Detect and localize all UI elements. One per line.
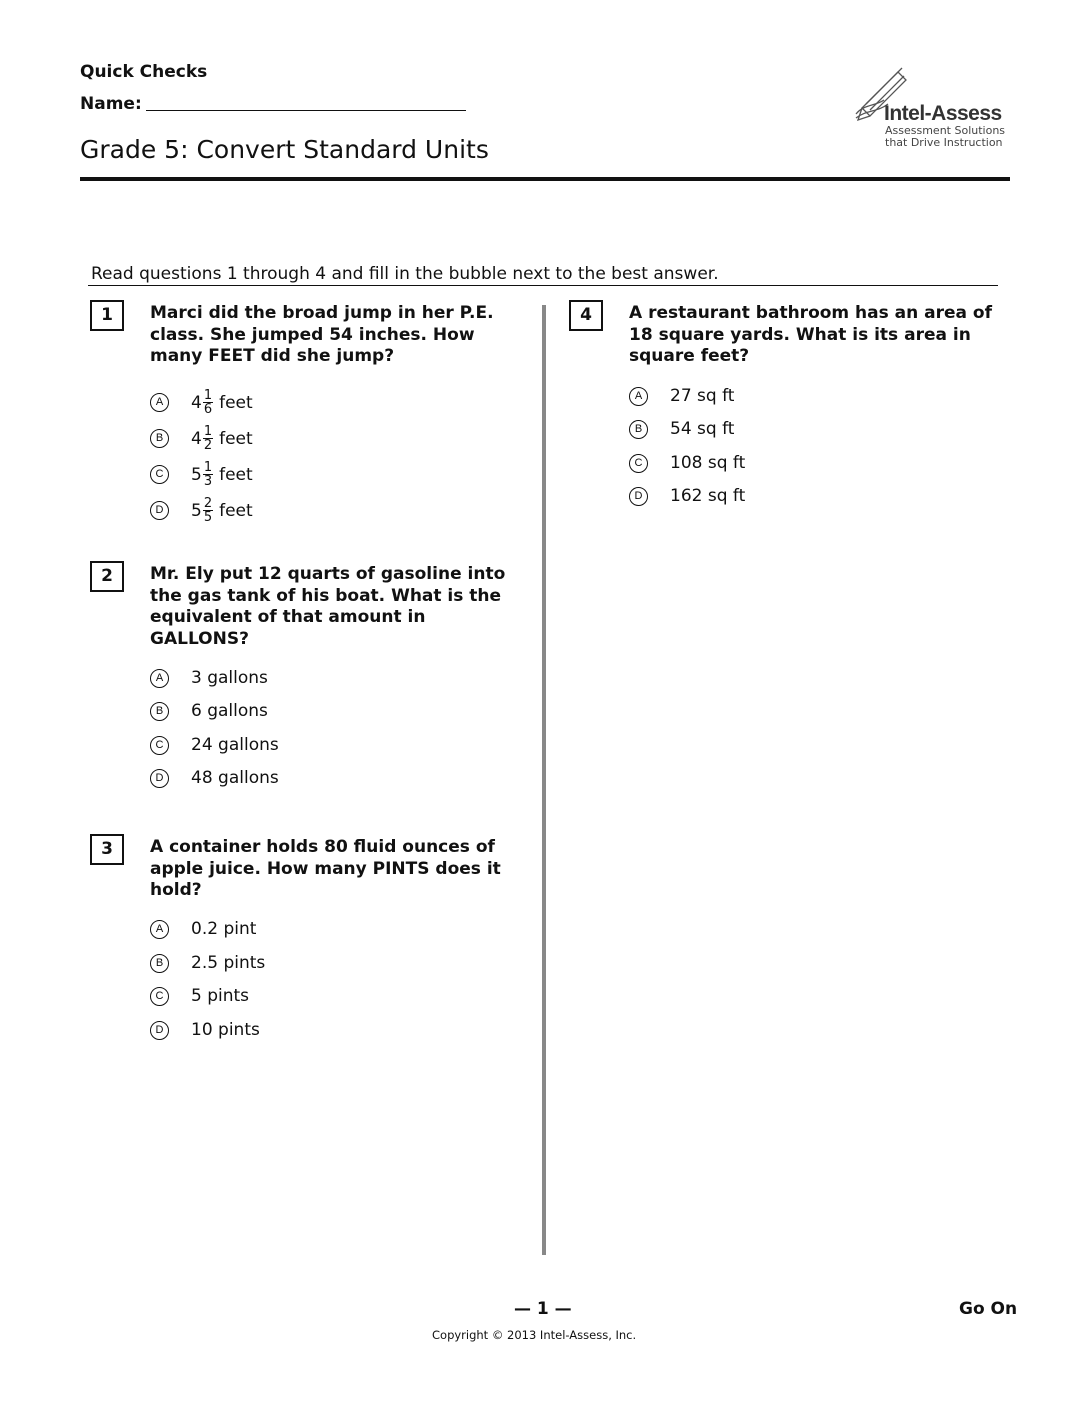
instructions-rule [88, 285, 998, 286]
choice-text: 27 sq ft [670, 386, 735, 406]
answer-bubble[interactable]: D [629, 487, 648, 506]
question-number: 1 [90, 300, 124, 331]
choice-text: 48 gallons [191, 768, 279, 788]
question-text: A restaurant bathroom has an area of 18 square yards. What is its area in square feet? [629, 303, 993, 366]
choice-text: 108 sq ft [670, 453, 746, 473]
choice-b[interactable] [150, 701, 268, 721]
instructions: Read questions 1 through 4 and fill in the bubble next to the best answer. [91, 264, 719, 284]
answer-bubble[interactable]: A [150, 920, 169, 939]
title-rule [80, 177, 1010, 181]
choice-b[interactable] [150, 953, 265, 973]
choice-c[interactable] [629, 453, 745, 473]
question-number: 3 [90, 834, 124, 865]
choice-a[interactable] [629, 386, 734, 406]
answer-bubble[interactable]: A [150, 669, 169, 688]
fraction-numerator: 1 [203, 388, 213, 403]
choice-text: 0.2 pint [191, 919, 257, 939]
question-number: 2 [90, 561, 124, 592]
logo-tagline-2: that Drive Instruction [885, 136, 1003, 149]
logo-tagline-1: Assessment Solutions [885, 124, 1006, 137]
choice-a[interactable] [150, 668, 268, 688]
fraction [203, 461, 213, 488]
choice-d[interactable] [150, 1020, 260, 1040]
choice-c[interactable] [150, 735, 279, 755]
choice-d[interactable] [150, 768, 279, 788]
page-title: Grade 5: Convert Standard Units [80, 135, 489, 164]
choice-text: 3 gallons [191, 668, 268, 688]
answer-bubble[interactable]: B [150, 429, 169, 448]
answer-bubble[interactable]: D [150, 769, 169, 788]
fraction-numerator: 1 [203, 460, 213, 475]
question-number: 4 [569, 300, 603, 331]
choice-text: 10 pints [191, 1020, 260, 1040]
answer-bubble[interactable]: D [150, 501, 169, 520]
fraction-denominator: 5 [203, 510, 213, 525]
answer-bubble[interactable]: A [629, 387, 648, 406]
column-divider [542, 305, 546, 1255]
choice-text: 5 pints [191, 986, 250, 1006]
copyright: Copyright © 2013 Intel-Assess, Inc. [432, 1328, 637, 1342]
unit-label: feet [219, 500, 253, 521]
fraction [203, 497, 213, 524]
fraction [203, 425, 213, 452]
fraction-denominator: 3 [203, 474, 213, 489]
choice-a[interactable] [150, 919, 256, 939]
name-input-line[interactable] [146, 110, 466, 111]
unit-label: feet [219, 428, 253, 449]
choice-text: 6 gallons [191, 701, 268, 721]
name-label: Name: [80, 94, 142, 114]
answer-bubble[interactable]: A [150, 393, 169, 412]
answer-bubble[interactable]: D [150, 1021, 169, 1040]
choice-b[interactable] [150, 425, 253, 452]
page-number: — 1 — [514, 1299, 572, 1319]
intel-assess-logo [848, 64, 1013, 154]
question-text: Mr. Ely put 12 quarts of gasoline into the gas tank of his boat. What is the equivalent of that amount in GALLONS? [150, 564, 506, 649]
quick-checks-label: Quick Checks [80, 62, 208, 82]
choice-d[interactable] [629, 486, 745, 506]
answer-bubble[interactable]: B [629, 420, 648, 439]
fraction-numerator: 1 [203, 424, 213, 439]
answer-bubble[interactable]: B [150, 954, 169, 973]
question-text: Marci did the broad jump in her P.E. class. She jumped 54 inches. How many FEET did she jump? [150, 303, 494, 366]
fraction-denominator: 2 [203, 438, 213, 453]
mixed-number-whole: 4 [191, 392, 202, 413]
fraction-numerator: 2 [203, 496, 213, 511]
unit-label: feet [219, 464, 253, 485]
mixed-number-whole: 4 [191, 428, 202, 449]
choice-text: 162 sq ft [670, 486, 746, 506]
answer-bubble[interactable]: B [150, 702, 169, 721]
choice-c[interactable] [150, 986, 249, 1006]
choice-c[interactable] [150, 461, 253, 488]
answer-bubble[interactable]: C [629, 454, 648, 473]
choice-b[interactable] [629, 419, 734, 439]
answer-bubble[interactable]: C [150, 465, 169, 484]
fraction-denominator: 6 [203, 402, 213, 417]
unit-label: feet [219, 392, 253, 413]
choice-text: 2.5 pints [191, 953, 266, 973]
choice-a[interactable] [150, 389, 253, 416]
mixed-number-whole: 5 [191, 500, 202, 521]
go-on-label: Go On [959, 1299, 1018, 1319]
answer-bubble[interactable]: C [150, 736, 169, 755]
choice-text: 54 sq ft [670, 419, 735, 439]
answer-bubble[interactable]: C [150, 987, 169, 1006]
question-text: A container holds 80 fluid ounces of apple juice. How many PINTS does it hold? [150, 837, 501, 900]
fraction [203, 389, 213, 416]
choice-d[interactable] [150, 497, 253, 524]
mixed-number-whole: 5 [191, 464, 202, 485]
logo-brand: Intel-Assess [884, 102, 1002, 125]
choice-text: 24 gallons [191, 735, 279, 755]
